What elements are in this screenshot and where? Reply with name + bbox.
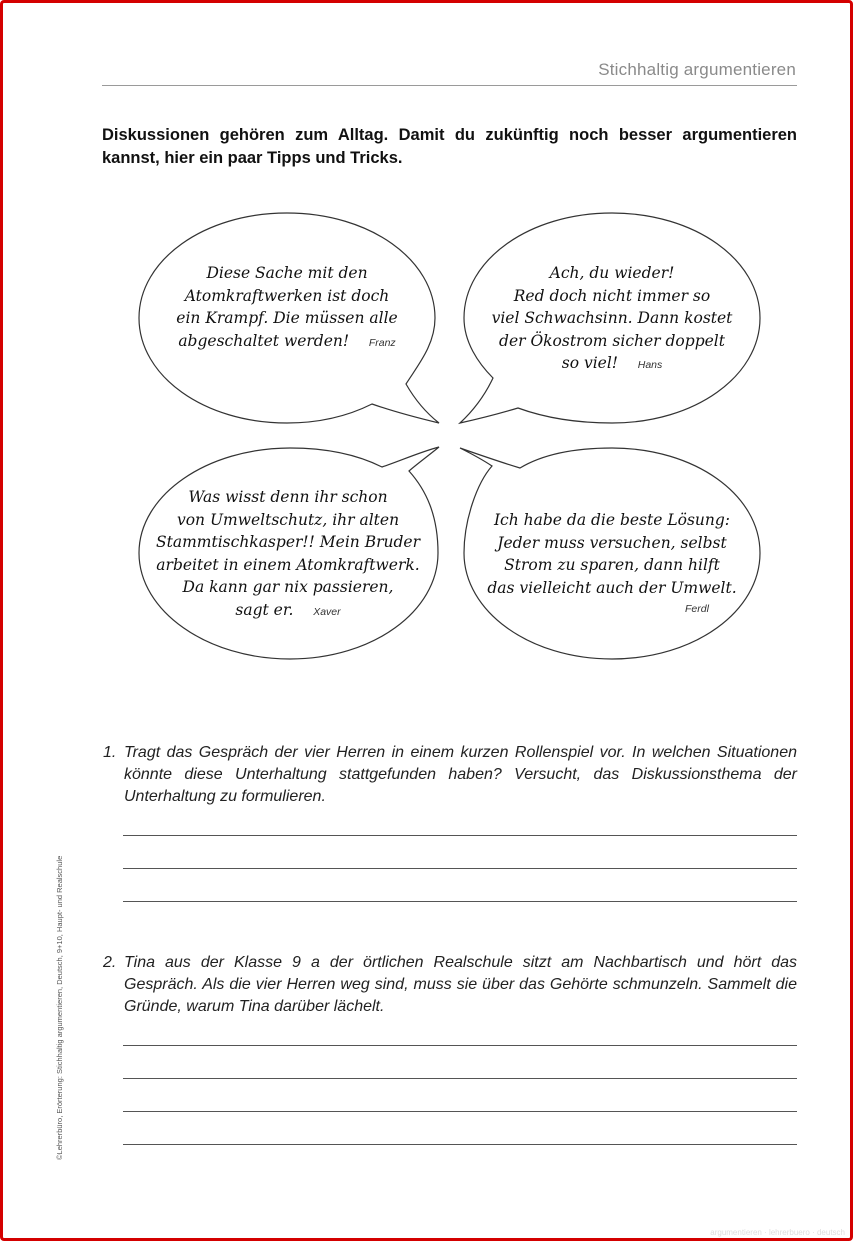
bubble-line: sagt er. (235, 600, 294, 619)
bubble-line: das vielleicht auch der Umwelt. (487, 578, 737, 597)
bubble-line: Ach, du wieder! (549, 264, 675, 282)
bubble-text-ferdl (482, 509, 742, 599)
task-1 (103, 742, 797, 808)
bubble-line: ein Krampf. Die müssen alle (176, 309, 398, 327)
page-header-title: Stichhaltig argumentieren (598, 60, 796, 79)
bubble-text-franz (160, 262, 414, 354)
speaker-name-ferdl: Ferdl (685, 603, 709, 615)
answer-line[interactable] (123, 868, 797, 869)
task-text: Tragt das Gespräch der vier Herren in einem kurzen Rollenspiel vor. In welchen Situationen könnte diese Unterhaltung stattgefunden haben? Versucht, das Diskussionsthema der Unterhaltung zu formulieren. (124, 744, 797, 805)
bubble-line: Strom zu sparen, dann hilft (504, 556, 720, 574)
bubble-line: Red doch nicht immer so (513, 286, 711, 305)
answer-line[interactable] (123, 835, 797, 836)
bubble-line: Stammtischkasper!! Mein Bruder (156, 533, 420, 551)
answer-line[interactable] (123, 1144, 797, 1145)
bubble-line: Diese Sache mit den (206, 264, 368, 282)
bubble-line: Atomkraftwerken ist doch (184, 286, 390, 305)
task-number: 2. (103, 954, 117, 971)
bubble-line: Ich habe da die beste Lösung: (493, 511, 731, 529)
speaker-name: Hans (637, 359, 663, 371)
copyright-note: ©Lehrerbüro, Erörterung: Stichhaltig argumentieren, Deutsch, 9+10, Haupt- und Realschule (55, 855, 64, 1160)
answer-line[interactable] (123, 1111, 797, 1112)
bubble-line-with-speaker (486, 352, 738, 377)
task-2 (103, 952, 797, 1018)
answer-line[interactable] (123, 901, 797, 902)
bubble-line: viel Schwachsinn. Dann kostet (491, 309, 733, 327)
bubble-line: abgeschaltet werden! (178, 331, 350, 350)
bubble-line: der Ökostrom sicher doppelt (499, 331, 725, 350)
bubble-line: so viel! (561, 354, 619, 372)
speaker-name: Franz (368, 336, 396, 349)
bubble-line: von Umweltschutz, ihr alten (176, 510, 400, 529)
bubble-text-xaver (155, 486, 421, 623)
answer-line[interactable] (123, 1078, 797, 1079)
bubble-line: Da kann gar nix passieren, (182, 578, 394, 596)
task-number: 1. (103, 744, 117, 761)
watermark: argumentieren · lehrerbuero · deutsch (710, 1228, 845, 1237)
bubble-line: Jeder muss versuchen, selbst (497, 533, 727, 552)
intro-text: Diskussionen gehören zum Alltag. Damit du zukünftig noch besser argumentieren kannst, hier ein paar Tipps und Tricks. (102, 126, 797, 167)
bubble-text-hans (486, 262, 738, 377)
bubble-line-with-speaker (155, 599, 421, 624)
answer-line[interactable] (123, 1045, 797, 1046)
speaker-name: Xaver (313, 605, 341, 618)
bubble-line: Was wisst denn ihr schon (188, 488, 388, 506)
task-text: Tina aus der Klasse 9 a der örtlichen Realschule sitzt am Nachbartisch und hört das Gespräch. Als die vier Herren weg sind, muss sie über das Gehörte schmunzeln. Sammelt die Gründe, warum Tina darüber lächelt. (124, 954, 797, 1015)
bubble-line-with-speaker (160, 330, 414, 355)
bubble-line: arbeitet in einem Atomkraftwerk. (156, 555, 420, 574)
